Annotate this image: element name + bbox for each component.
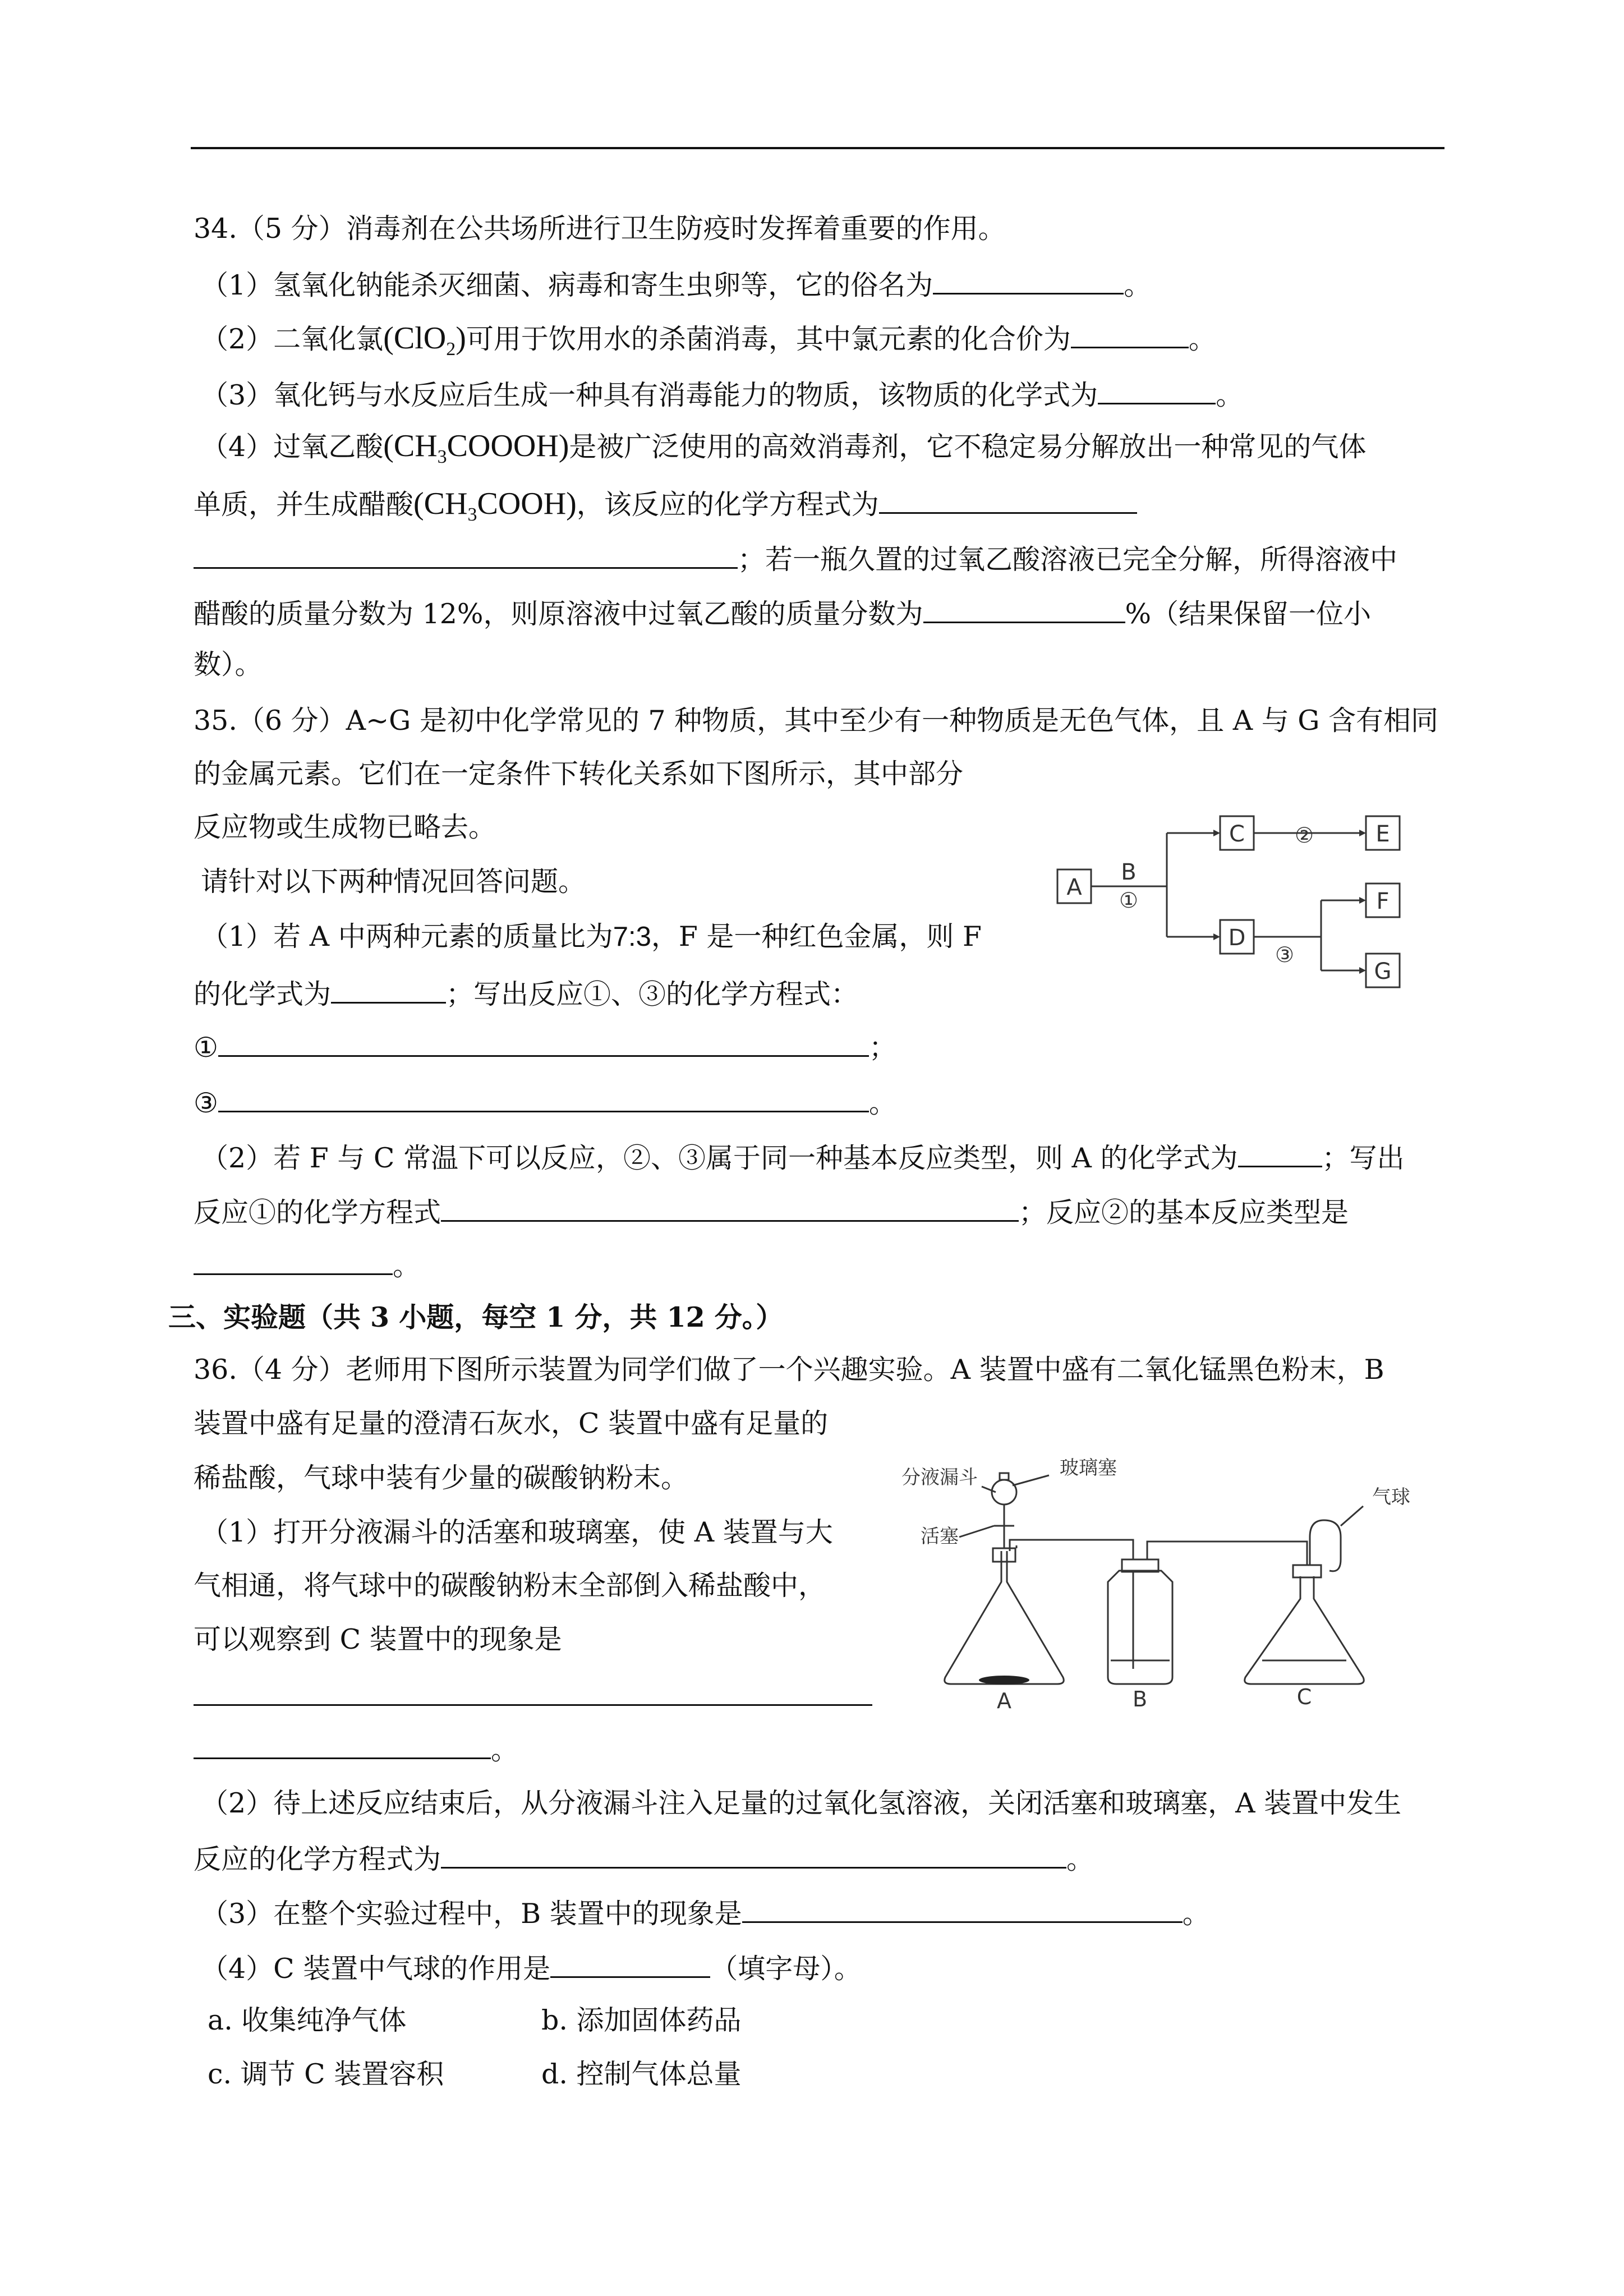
apparatus-b-label: B [1132,1687,1148,1711]
q36-part1-blank1 [194,1677,872,1714]
answer-blank[interactable] [441,1840,1066,1869]
q35-line2: 的金属元素。它们在一定条件下转化关系如下图所示，其中部分 [194,758,964,790]
balloon-label: 气球 [1372,1486,1410,1508]
answer-blank[interactable] [1071,320,1189,348]
apparatus-c-label: C [1296,1685,1312,1709]
bottle-b-body [1108,1571,1172,1684]
answer-blank[interactable] [933,266,1124,295]
reaction-2-label: ② [1294,823,1314,848]
option-a[interactable]: a. 收集纯净气体 [208,2004,407,2036]
node-f-label: F [1376,889,1390,914]
funnel-label: 分液漏斗 [901,1466,978,1489]
q36-part1-line1: （1）打开分液漏斗的活塞和玻璃塞，使 A 装置与大 [201,1516,833,1548]
answer-blank[interactable] [194,1677,872,1706]
q35-heading: 35.（6 分）A~G 是初中化学常见的 7 种物质，其中至少有一种物质是无色气体，且 A 与 G 含有相同 [194,705,1438,737]
balloon [1310,1520,1341,1571]
option-c[interactable]: c. 调节 C 装置容积 [208,2058,444,2090]
glass-stopper [1000,1473,1009,1480]
q35-part2-line2: 反应①的化学方程式 ；反应②的基本反应类型是 [194,1193,1349,1230]
node-e-label: E [1375,821,1390,847]
formula-acetic-acid: $(CH_3COOH)$ [413,486,577,526]
q35-line3: 反应物或生成物已略去。 [194,811,496,843]
answer-blank[interactable] [194,1731,491,1759]
q34-part4-line2: 单质，并生成醋酸$(CH_3COOH)$，该反应的化学方程式为 [194,485,1137,532]
answer-blank[interactable] [441,1193,1019,1222]
q35-equation1: ① ； [194,1028,896,1065]
node-g-label: G [1374,959,1392,984]
node-d-label: D [1228,925,1246,951]
answer-blank[interactable] [742,1894,1183,1923]
q35-part2-line1: （2）若 F 与 C 常温下可以反应，②、③属于同一种基本反应类型，则 A 的化学式为 ；写出 [201,1139,1405,1175]
flask-a-body [945,1551,1064,1684]
q36-part1-line2: 气相通，将气球中的碳酸钠粉末全部倒入稀盐酸中， [194,1570,826,1602]
q34-part4-line1: （4）过氧乙酸$(CH_3COOOH)$是被广泛使用的高效消毒剂，它不稳定易分解放出一种常见的气体 [201,429,1367,468]
reagent-b-label: B [1121,859,1137,885]
q36-part2-line2: 反应的化学方程式为 。 [194,1840,1094,1876]
q36-line3: 稀盐酸，气球中装有少量的碳酸钠粉末。 [194,1462,689,1494]
experiment-apparatus-figure [898,1453,1447,1711]
q34-heading: 34.（5 分）消毒剂在公共场所进行卫生防疫时发挥着重要的作用。 [194,213,1006,245]
answer-blank[interactable] [194,540,738,569]
q34-part2: （2）二氧化氯(ClO$_2$)可用于饮用水的杀菌消毒，其中氯元素的化合价为 。 [201,321,1216,360]
q36-part2-line1: （2）待上述反应结束后，从分液漏斗注入足量的过氧化氢溶液，关闭活塞和玻璃塞，A 装置中发生 [201,1787,1402,1819]
answer-blank[interactable] [218,1084,869,1112]
option-d[interactable]: d. 控制气体总量 [541,2058,742,2090]
answer-blank[interactable] [331,975,446,1004]
valve-label: 活塞 [921,1525,959,1548]
answer-blank[interactable] [879,485,1137,514]
q35-equation3: ③ 。 [194,1084,896,1120]
flask-a-stopper [993,1548,1015,1562]
q36-part3: （3）在整个实验过程中，B 装置中的现象是 。 [201,1894,1210,1931]
node-a-label: A [1066,875,1082,900]
answer-blank[interactable] [1098,376,1216,404]
reaction-1-label: ① [1119,888,1139,913]
q34-part4-line4: 醋酸的质量分数为 12%，则原溶液中过氧乙酸的质量分数为 %（结果保留一位小 [194,595,1371,631]
answer-blank[interactable] [1238,1139,1322,1167]
flask-c-stopper [1293,1565,1321,1577]
q34-part3: （3）氧化钙与水反应后生成一种具有消毒能力的物质，该物质的化学式为 。 [201,376,1243,412]
formula-clo2: (ClO$_2$) [383,321,466,360]
answer-blank[interactable] [550,1949,710,1978]
section-3-title: 三、实验题（共 3 小题，每空 1 分，共 12 分。） [168,1301,784,1333]
q36-heading: 36.（4 分）老师用下图所示装置为同学们做了一个兴趣实验。A 装置中盛有二氧化锰黑色粉末，B [194,1354,1384,1386]
flask-c-body [1245,1576,1364,1684]
q36-part4: （4）C 装置中气球的作用是 （填字母）。 [201,1949,862,1986]
q36-part1-blank2: 。 [194,1731,518,1767]
option-b[interactable]: b. 添加固体药品 [541,2004,742,2036]
node-c-label: C [1229,821,1245,847]
q34-part4-line5: 数）。 [194,648,263,680]
q36-part1-line3: 可以观察到 C 装置中的现象是 [194,1623,562,1655]
formula-peracetic-acid: $(CH_3COOOH)$ [383,429,569,468]
q36-line2: 装置中盛有足量的澄清石灰水，C 装置中盛有足量的 [194,1407,829,1439]
header-rule [191,147,1444,149]
answer-blank[interactable] [218,1028,869,1057]
q35-part2-line3: 。 [194,1246,420,1283]
answer-blank[interactable] [194,1246,393,1275]
apparatus-a-label: A [997,1688,1011,1711]
manganese-dioxide-powder [979,1676,1029,1685]
reaction-3-label: ③ [1275,942,1295,967]
q34-part4-line3: ；若一瓶久置的过氧乙酸溶液已完全分解，所得溶液中 [194,540,1397,577]
q35-part1-line2: 的化学式为 ；写出反应①、③的化学方程式： [194,975,858,1011]
glass-stopper-label: 玻璃塞 [1060,1457,1117,1479]
q34-part1: （1）氢氧化钠能杀灭细菌、病毒和寄生虫卵等，它的俗名为 。 [201,266,1151,302]
q35-part1-line1: （1）若 A 中两种元素的质量比为7:3，F 是一种红色金属，则 F [201,921,982,953]
answer-blank[interactable] [923,595,1125,623]
reaction-network-diagram [1055,802,1414,1015]
q35-line4: 请针对以下两种情况回答问题。 [201,866,586,898]
